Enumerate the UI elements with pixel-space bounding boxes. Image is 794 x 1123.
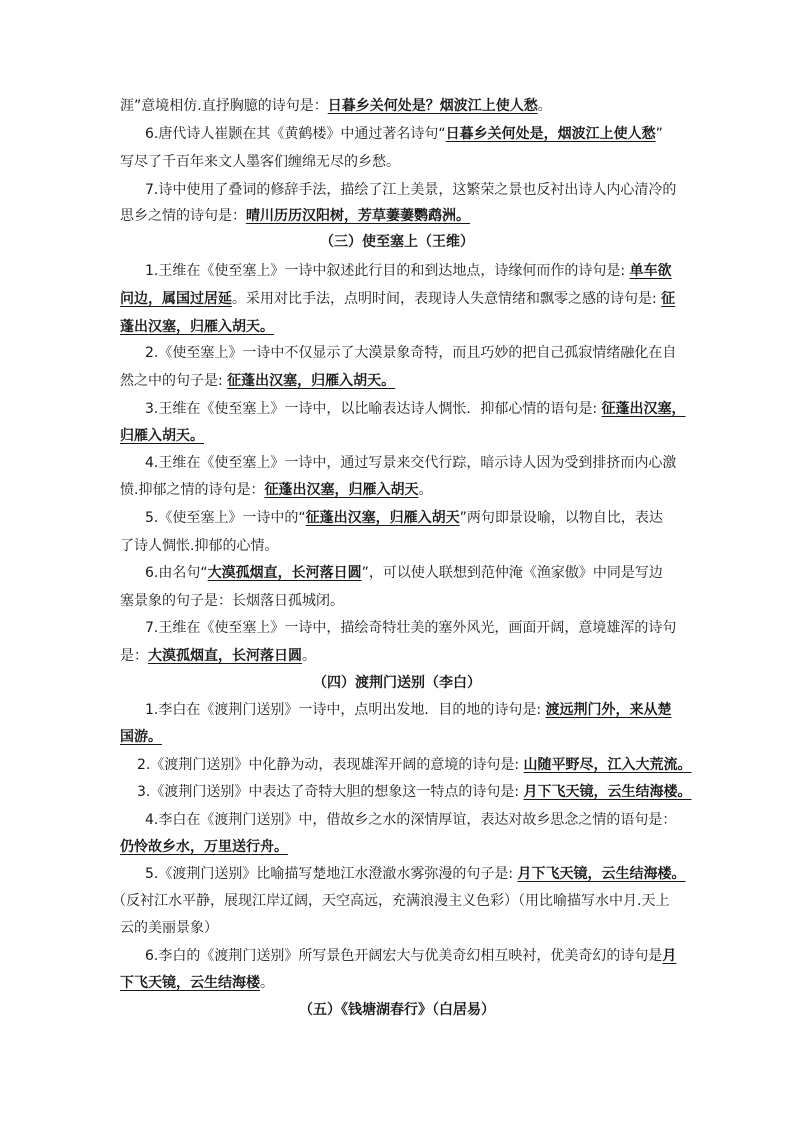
answer-text: 问边，属国过居延	[120, 291, 232, 307]
answer-text: 征	[661, 291, 676, 307]
answer-text: 日暮乡关何处是？烟波江上使人愁	[327, 98, 538, 114]
answer-text: 归雁入胡天。	[120, 428, 204, 444]
body-text: 6.由名句“	[145, 565, 208, 581]
text-line	[0, 371, 794, 391]
answer-text: 晴川历历汉阳树，芳草萋萋鹦鹉洲。	[246, 208, 470, 224]
body-text: 3.王维在《使至塞上》一诗中，以比喻表达诗人惆怅．抑郁心情的语句是:	[145, 401, 602, 417]
text-line	[0, 180, 794, 200]
text-line	[0, 124, 794, 144]
answer-text: 征蓬出汉塞，	[601, 401, 686, 417]
body-text: （五）《钱塘湖春行》（白居易）	[299, 1002, 495, 1018]
body-text: 然之中的句子是:	[120, 373, 228, 389]
body-text: 。	[537, 98, 552, 114]
text-line	[0, 973, 794, 993]
text-line	[0, 891, 794, 911]
text-line	[0, 837, 794, 857]
body-text: 。	[418, 482, 433, 498]
text-line	[0, 289, 794, 309]
body-text: 5.《渡荆门送别》比喻描写楚地江水澄澈水雾弥漫的句子是:	[145, 866, 518, 882]
text-line	[0, 426, 794, 446]
answer-text: 仍怜故乡水，万里送行舟。	[120, 839, 288, 855]
text-line	[0, 563, 794, 583]
body-text: ”	[655, 126, 663, 142]
text-line	[0, 96, 794, 116]
body-text: （三）使至塞上（王维）	[320, 234, 474, 250]
body-text: 涯”意境相仿.直抒胸臆的诗句是：	[120, 98, 328, 114]
text-line	[0, 261, 794, 281]
body-text: 6.李白的《渡荆门送别》所写景色开阔宏大与优美奇幻相互映衬，优美奇幻的诗句是	[145, 948, 663, 964]
text-line	[0, 755, 794, 775]
body-text: 3.《渡荆门送别》中表达了奇特大胆的想象这一特点的诗句是:	[137, 784, 524, 800]
text-line	[0, 206, 794, 226]
body-text: 塞景象的句子是：长烟落日孤城闭。	[120, 593, 344, 609]
text-line	[0, 782, 794, 802]
text-line	[0, 646, 794, 666]
text-line	[0, 946, 794, 966]
body-text: 4.李白在《渡荆门送别》中，借故乡之水的深情厚谊，表达对故乡思念之情的语句是：	[145, 812, 677, 828]
body-text: 1.王维在《使至塞上》一诗中叙述此行目的和到达地点，诗缘何而作的诗句是:	[145, 263, 630, 279]
answer-text: 单车欲	[629, 263, 672, 279]
answer-text: 下飞天镜，云生结海楼	[120, 975, 260, 991]
body-text: 思乡之情的诗句是：	[120, 208, 246, 224]
body-text: 4.王维在《使至塞上》一诗中，通过写景来交代行踪，暗示诗人因为受到排挤而内心激	[145, 455, 677, 471]
answer-text: 月下飞天镜，云生结海楼。	[523, 784, 692, 800]
body-text: 。采用对比手法，点明时间，表现诗人失意情绪和飘零之感的诗句是:	[232, 291, 662, 307]
text-line	[0, 700, 794, 720]
answer-text: 征蓬出汉塞，归雁入胡天。	[227, 373, 396, 389]
text-line	[0, 864, 794, 884]
text-line	[0, 591, 794, 611]
answer-text: 征蓬出汉塞，归雁入胡天	[305, 510, 460, 526]
body-text: （四）渡荆门送别（李白）	[313, 675, 481, 691]
body-text: 。	[302, 648, 316, 664]
answer-text: 月下飞天镜，云生结海楼。	[517, 866, 686, 882]
text-line	[0, 508, 794, 528]
body-text: 5.《使至塞上》一诗中的“	[145, 510, 306, 526]
text-line	[0, 810, 794, 830]
answer-text: 蓬出汉塞，归雁入胡天。	[120, 319, 274, 335]
answer-text: 国游。	[120, 729, 162, 745]
body-text: 是：	[120, 648, 148, 664]
body-text: 愤.抑郁之情的诗句是：	[120, 482, 265, 498]
text-line	[0, 152, 794, 172]
text-line	[0, 918, 794, 938]
text-line	[0, 536, 794, 556]
body-text: ”，可以使人联想到范仲淹《渔家傲》中同是写边	[361, 565, 663, 581]
answer-text: 征蓬出汉塞，归雁入胡天	[264, 482, 419, 498]
body-text: （反衬江水平静，展现江岸辽阔，天空高远，充满浪漫主义色彩）（用比喻描写水中月.天上	[112, 893, 670, 909]
body-text: 6.唐代诗人崔颢在其《黄鹤楼》中通过著名诗句“	[145, 126, 446, 142]
body-text: 7.王维在《使至塞上》一诗中，描绘奇特壮美的塞外风光，画面开阔，意境雄浑的诗句	[145, 620, 677, 636]
section-heading	[0, 1000, 794, 1020]
text-line	[0, 317, 794, 337]
answer-text: 渡远荆门外，来从楚	[545, 702, 672, 718]
answer-text: 山随平野尽，江入大荒流。	[523, 757, 692, 773]
body-text: 1.李白在《渡荆门送别》一诗中，点明出发地．目的地的诗句是:	[145, 702, 546, 718]
body-text: 2.《使至塞上》一诗中不仅显示了大漠景象奇特，而且巧妙的把自己孤寂情绪融化在自	[145, 345, 677, 361]
answer-text: 大漠孤烟直，长河落日圆	[148, 648, 302, 664]
text-line	[0, 727, 794, 747]
body-text: 2.《渡荆门送别》中化静为动，表现雄浑开阔的意境的诗句是:	[137, 757, 524, 773]
text-line	[0, 480, 794, 500]
section-heading	[0, 232, 794, 252]
answer-text: 月	[662, 948, 677, 964]
text-line	[0, 453, 794, 473]
body-text: 云的美丽景象）	[120, 920, 218, 936]
text-line	[0, 343, 794, 363]
text-line	[0, 399, 794, 419]
body-text: 了诗人惆怅.抑郁的心情。	[120, 538, 279, 554]
answer-text: 大漠孤烟直，长河落日圆	[207, 565, 362, 581]
body-text: 。	[260, 975, 274, 991]
answer-text: 日暮乡关何处是，烟波江上使人愁	[445, 126, 656, 142]
text-line	[0, 618, 794, 638]
section-heading	[0, 673, 794, 693]
body-text: 7.诗中使用了叠词的修辞手法，描绘了江上美景，这繁荣之景也反衬出诗人内心清冷的	[145, 182, 677, 198]
body-text: 写尽了千百年来文人墨客们缠绵无尽的乡愁。	[120, 154, 400, 170]
body-text: ”两句即景设喻，以物自比，表达	[459, 510, 663, 526]
